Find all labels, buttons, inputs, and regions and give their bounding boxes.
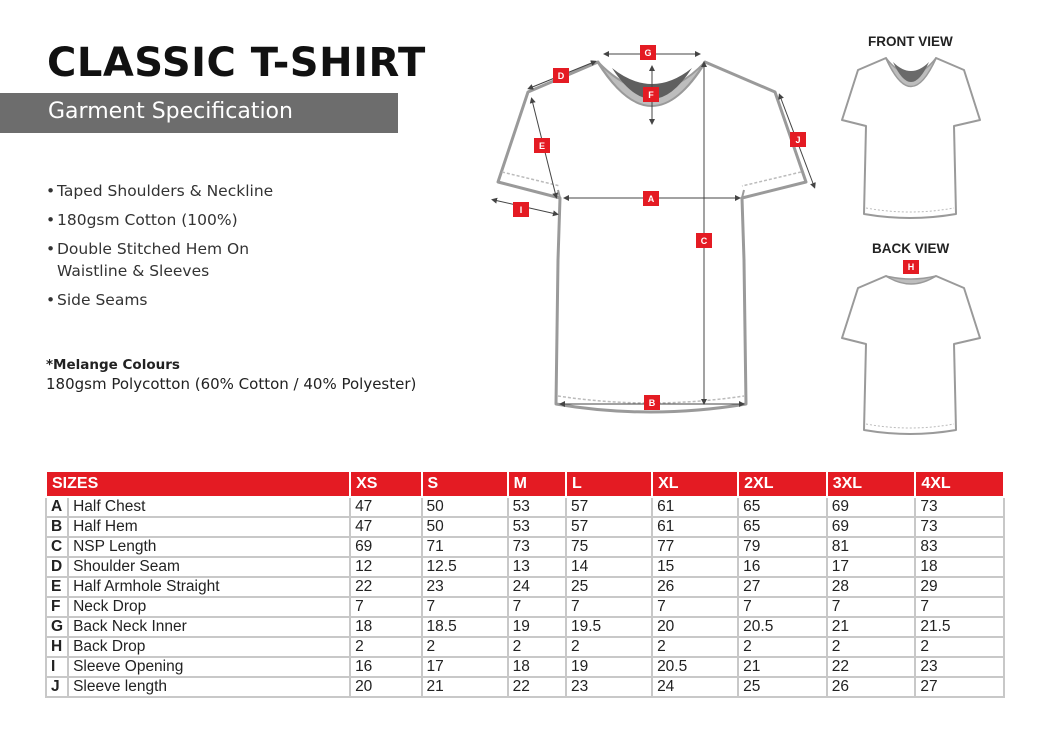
melange-title: *Melange Colours [46, 357, 180, 373]
page-subtitle: Garment Specification [48, 99, 293, 124]
size-value-cell: 71 [422, 537, 508, 557]
size-value-cell: 27 [915, 677, 1004, 697]
svg-text:J: J [795, 135, 801, 145]
size-header-xs: XS [350, 471, 421, 497]
measure-tag-g [640, 45, 656, 60]
back-view-illustration [842, 276, 980, 434]
size-header-xl: XL [652, 471, 738, 497]
size-value-cell: 26 [827, 677, 916, 697]
row-code: B [46, 517, 68, 537]
melange-body: 180gsm Polycotton (60% Cotton / 40% Polyester) [46, 375, 417, 393]
size-value-cell: 15 [652, 557, 738, 577]
size-value-cell: 69 [350, 537, 421, 557]
size-value-cell: 26 [652, 577, 738, 597]
front-view-illustration [842, 58, 980, 218]
feature-item: • Double Stitched Hem On Waistline & Sleeves [46, 238, 287, 282]
table-row [46, 677, 1004, 697]
row-label: Sleeve length [68, 677, 350, 697]
size-value-cell: 53 [508, 517, 566, 537]
size-value-cell: 7 [738, 597, 827, 617]
measure-tag-b [644, 395, 660, 410]
size-value-cell: 2 [827, 637, 916, 657]
size-value-cell: 22 [508, 677, 566, 697]
table-row [46, 497, 1004, 517]
size-value-cell: 25 [566, 577, 652, 597]
size-value-cell: 61 [652, 497, 738, 517]
size-value-cell: 17 [422, 657, 508, 677]
row-label: Half Hem [68, 517, 350, 537]
measure-tag-a [643, 191, 659, 206]
size-value-cell: 7 [566, 597, 652, 617]
table-row [46, 537, 1004, 557]
size-table-body [46, 497, 1004, 697]
feature-item: • Taped Shoulders & Neckline [46, 180, 287, 202]
row-label: NSP Length [68, 537, 350, 557]
size-value-cell: 21 [738, 657, 827, 677]
svg-text:H: H [907, 262, 915, 272]
size-header-m: M [508, 471, 566, 497]
size-value-cell: 23 [422, 577, 508, 597]
size-value-cell: 57 [566, 517, 652, 537]
size-value-cell: 29 [915, 577, 1004, 597]
measure-tag-h [903, 260, 919, 274]
row-label: Neck Drop [68, 597, 350, 617]
row-code: G [46, 617, 68, 637]
size-value-cell: 7 [652, 597, 738, 617]
size-value-cell: 65 [738, 517, 827, 537]
size-value-cell: 23 [915, 657, 1004, 677]
row-code: F [46, 597, 68, 617]
back-view-label: BACK VIEW [872, 241, 950, 256]
size-value-cell: 73 [508, 537, 566, 557]
size-value-cell: 22 [827, 657, 916, 677]
size-value-cell: 79 [738, 537, 827, 557]
size-value-cell: 57 [566, 497, 652, 517]
size-value-cell: 2 [738, 637, 827, 657]
size-value-cell: 18 [350, 617, 421, 637]
measure-tag-f [643, 87, 659, 102]
row-label: Back Drop [68, 637, 350, 657]
size-value-cell: 24 [652, 677, 738, 697]
row-code: H [46, 637, 68, 657]
feature-item: • 180gsm Cotton (100%) [46, 209, 287, 231]
size-value-cell: 73 [915, 497, 1004, 517]
size-value-cell: 7 [508, 597, 566, 617]
size-value-cell: 65 [738, 497, 827, 517]
sizes-header: SIZES [46, 471, 350, 497]
size-value-cell: 83 [915, 537, 1004, 557]
size-header-3xl: 3XL [827, 471, 916, 497]
main-tshirt-illustration [494, 54, 814, 412]
size-value-cell: 24 [508, 577, 566, 597]
size-value-cell: 2 [422, 637, 508, 657]
size-value-cell: 21 [422, 677, 508, 697]
size-value-cell: 53 [508, 497, 566, 517]
size-value-cell: 22 [350, 577, 421, 597]
table-row [46, 637, 1004, 657]
size-value-cell: 18 [915, 557, 1004, 577]
svg-text:E: E [538, 141, 546, 151]
size-value-cell: 7 [915, 597, 1004, 617]
row-code: D [46, 557, 68, 577]
measure-tag-e [534, 138, 550, 153]
size-header-4xl: 4XL [915, 471, 1004, 497]
svg-text:B: B [648, 398, 656, 408]
row-code: E [46, 577, 68, 597]
row-code: J [46, 677, 68, 697]
size-value-cell: 81 [827, 537, 916, 557]
svg-text:I: I [519, 205, 523, 215]
size-value-cell: 19 [508, 617, 566, 637]
row-label: Half Chest [68, 497, 350, 517]
size-value-cell: 69 [827, 497, 916, 517]
size-value-cell: 7 [422, 597, 508, 617]
size-value-cell: 77 [652, 537, 738, 557]
table-row [46, 657, 1004, 677]
row-label: Sleeve Opening [68, 657, 350, 677]
row-code: C [46, 537, 68, 557]
size-value-cell: 69 [827, 517, 916, 537]
size-value-cell: 28 [827, 577, 916, 597]
size-value-cell: 2 [915, 637, 1004, 657]
measure-tag-i [513, 202, 529, 217]
svg-text:F: F [648, 90, 654, 100]
size-table-header [46, 471, 1004, 497]
row-label: Half Armhole Straight [68, 577, 350, 597]
size-value-cell: 2 [652, 637, 738, 657]
table-row [46, 577, 1004, 597]
size-value-cell: 61 [652, 517, 738, 537]
row-label: Shoulder Seam [68, 557, 350, 577]
size-value-cell: 20.5 [652, 657, 738, 677]
size-value-cell: 17 [827, 557, 916, 577]
svg-text:C: C [700, 236, 708, 246]
size-value-cell: 27 [738, 577, 827, 597]
size-value-cell: 13 [508, 557, 566, 577]
size-value-cell: 73 [915, 517, 1004, 537]
size-value-cell: 21.5 [915, 617, 1004, 637]
measure-tag-c [696, 233, 712, 248]
size-value-cell: 2 [350, 637, 421, 657]
svg-text:D: D [557, 71, 565, 81]
row-code: A [46, 497, 68, 517]
page-title: CLASSIC T-SHIRT [47, 40, 426, 86]
size-value-cell: 50 [422, 497, 508, 517]
svg-text:G: G [644, 48, 652, 58]
size-value-cell: 19 [566, 657, 652, 677]
size-value-cell: 47 [350, 517, 421, 537]
table-row [46, 557, 1004, 577]
size-value-cell: 18 [508, 657, 566, 677]
size-value-cell: 23 [566, 677, 652, 697]
row-label: Back Neck Inner [68, 617, 350, 637]
size-value-cell: 20 [652, 617, 738, 637]
table-row [46, 617, 1004, 637]
size-value-cell: 18.5 [422, 617, 508, 637]
table-row [46, 517, 1004, 537]
front-view-label: FRONT VIEW [868, 34, 953, 49]
size-table [45, 470, 1005, 698]
feature-item: • Side Seams [46, 289, 287, 311]
measure-tag-d [553, 68, 569, 83]
size-value-cell: 7 [350, 597, 421, 617]
size-value-cell: 50 [422, 517, 508, 537]
size-value-cell: 14 [566, 557, 652, 577]
size-value-cell: 12 [350, 557, 421, 577]
size-value-cell: 47 [350, 497, 421, 517]
size-value-cell: 25 [738, 677, 827, 697]
measure-tag-j [790, 132, 806, 147]
row-code: I [46, 657, 68, 677]
size-value-cell: 2 [508, 637, 566, 657]
size-header-s: S [422, 471, 508, 497]
size-value-cell: 16 [350, 657, 421, 677]
size-value-cell: 75 [566, 537, 652, 557]
size-value-cell: 21 [827, 617, 916, 637]
table-row [46, 597, 1004, 617]
size-value-cell: 20.5 [738, 617, 827, 637]
size-header-l: L [566, 471, 652, 497]
size-value-cell: 2 [566, 637, 652, 657]
size-header-2xl: 2XL [738, 471, 827, 497]
size-value-cell: 20 [350, 677, 421, 697]
size-value-cell: 12.5 [422, 557, 508, 577]
svg-text:A: A [647, 194, 655, 204]
size-value-cell: 7 [827, 597, 916, 617]
size-value-cell: 19.5 [566, 617, 652, 637]
size-value-cell: 16 [738, 557, 827, 577]
